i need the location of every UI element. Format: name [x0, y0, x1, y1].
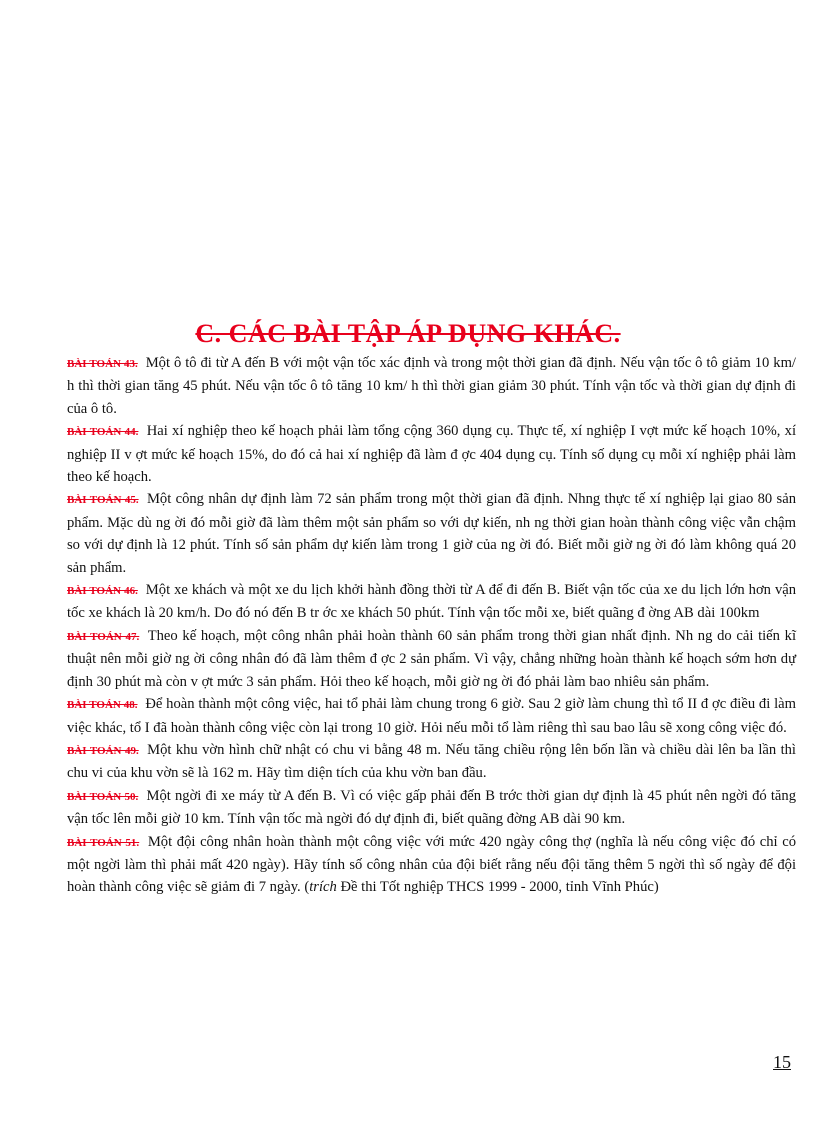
problem-50 — [67, 785, 796, 831]
citation-open: ( — [304, 879, 310, 896]
problem-text: Một khu vờn hình chữ nhật có chu vi bằng 48 m. Nếu tăng chiều rộng lên bốn lần và chiều dài lên ba lần thì chu vi của khu vờn sẽ là 162 m. Hãy tìm diện tích của khu vờn ban đầu. — [67, 741, 796, 782]
problem-43 — [67, 352, 796, 420]
problem-text: Một đội công nhân hoàn thành một công việc với mức 420 ngày công thợ (nghĩa là nếu công việc đó chỉ có một ngời làm thì phải mất 420 ngày). Hãy tính số công nhân của đội biết rằng nếu đội tăng thêm 5 ngời thì số ngày để đội hoàn thành công việc sẽ giảm đi 7 ngày. — [67, 833, 796, 896]
problem-label: BÀI TOÁN 45. — [67, 494, 139, 507]
problem-text: Một xe khách và một xe du lịch khởi hành đồng thời từ A để đi đến B. Biết vận tốc của xe du lịch lớn hơn vận tốc xe khách là 20 km/h. Do đó nó đến B tr ớc xe khách 50 phút. Tính vận tốc mỗi xe, biết quãng đ ờng AB dài 100km — [67, 582, 797, 622]
problem-list — [67, 352, 796, 899]
problem-49 — [67, 739, 796, 785]
problem-text: Để hoàn thành một công việc, hai tổ phải làm chung trong 6 giờ. Sau 2 giờ làm chung thì tổ II đ ợc điều đi làm việc khác, tổ I đã hoàn thành công việc còn lại trong 10 giờ. Hỏi nếu mỗi tổ làm riêng thì sau bao lâu sẽ xong công việc đó. — [67, 696, 796, 736]
problem-label: BÀI TOÁN 49. — [67, 744, 139, 757]
problem-label: BÀI TOÁN 44. — [67, 426, 139, 439]
problem-44 — [67, 420, 796, 488]
problem-label: BÀI TOÁN 43. — [67, 358, 138, 370]
problem-45 — [67, 488, 796, 579]
problem-label: BÀI TOÁN 46. — [67, 585, 138, 598]
citation-italic: trích — [309, 879, 337, 896]
problem-label: BÀI TOÁN 48. — [67, 699, 138, 712]
page-number: 15 — [773, 1052, 791, 1072]
problem-51 — [67, 831, 796, 899]
problem-text: Một ngời đi xe máy từ A đến B. Vì có việc gấp phải đến B trớc thời gian dự định là 45 phút nên ngời đó tăng vận tốc lên mỗi giờ 10 km. Tính vận tốc mà ngời đó dự định đi, biết quãng đờng AB dài 90 km. — [67, 787, 797, 828]
problem-47 — [67, 625, 796, 693]
problem-text: Một ô tô đi từ A đến B với một vận tốc xác định và trong một thời gian đã định. Nếu vận tốc ô tô giảm 10 km/ h thì thời gian tăng 45 phút. Nếu vận tốc ô tô tăng 10 km/ h thì thời gian giảm 30 phút. Tính vận tốc và thời gian dự định đi của ô tô. — [67, 355, 796, 417]
section-title: C. CÁC BÀI TẬP ÁP DỤNG KHÁC. — [195, 319, 621, 348]
problem-text: Theo kế hoạch, một công nhân phải hoàn thành 60 sản phẩm trong thời gian nhất định. Nh ng do cải tiến kĩ thuật nên mỗi giờ ng ời công nhân đó đã làm thêm đ ợc 2 sản phẩm. Vì vậy, chẳng những hoàn thành kế hoạch sớm hơn dự định 30 phút mà còn v ợt mức 3 sản phẩm. Hỏi theo kế hoạch, mỗi giờ ng ời đó phải làm bao nhiêu sản phẩm. — [67, 627, 796, 690]
citation-source: Đề thi Tốt nghiệp THCS 1999 - 2000, tỉnh Vĩnh Phúc) — [336, 879, 659, 896]
problem-48 — [67, 693, 796, 739]
problem-text: Một công nhân dự định làm 72 sản phẩm trong một thời gian đã định. Nhng thực tế xí nghiệp lại giao 80 sản phẩm. Mặc dù ng ời đó mỗi giờ đã làm thêm một sản phẩm so với dự kiến, nh ng thời gian hoàn thành công việc vẫn chậm so với dự định là 12 phút. Tính số sản phẩm dự kiến làm trong 1 giờ của ng ời đó. Biết mỗi giờ ng ời đó làm không quá 20 sản phẩm. — [67, 491, 796, 576]
problem-label: BÀI TOÁN 50. — [67, 790, 139, 803]
problem-label: BÀI TOÁN 47. — [67, 630, 140, 643]
problem-label: BÀI TOÁN 51. — [67, 836, 140, 849]
problem-46 — [67, 579, 796, 625]
problem-text: Hai xí nghiệp theo kế hoạch phải làm tổng cộng 360 dụng cụ. Thực tế, xí nghiệp I vợt mức kế hoạch 10%, xí nghiệp II v ợt mức kế hoạch 15%, do đó cả hai xí nghiệp đã làm đ ợc 404 dụng cụ. Tính số dụng cụ mỗi xí nghiệp phải làm theo kế hoạch. — [67, 423, 796, 486]
